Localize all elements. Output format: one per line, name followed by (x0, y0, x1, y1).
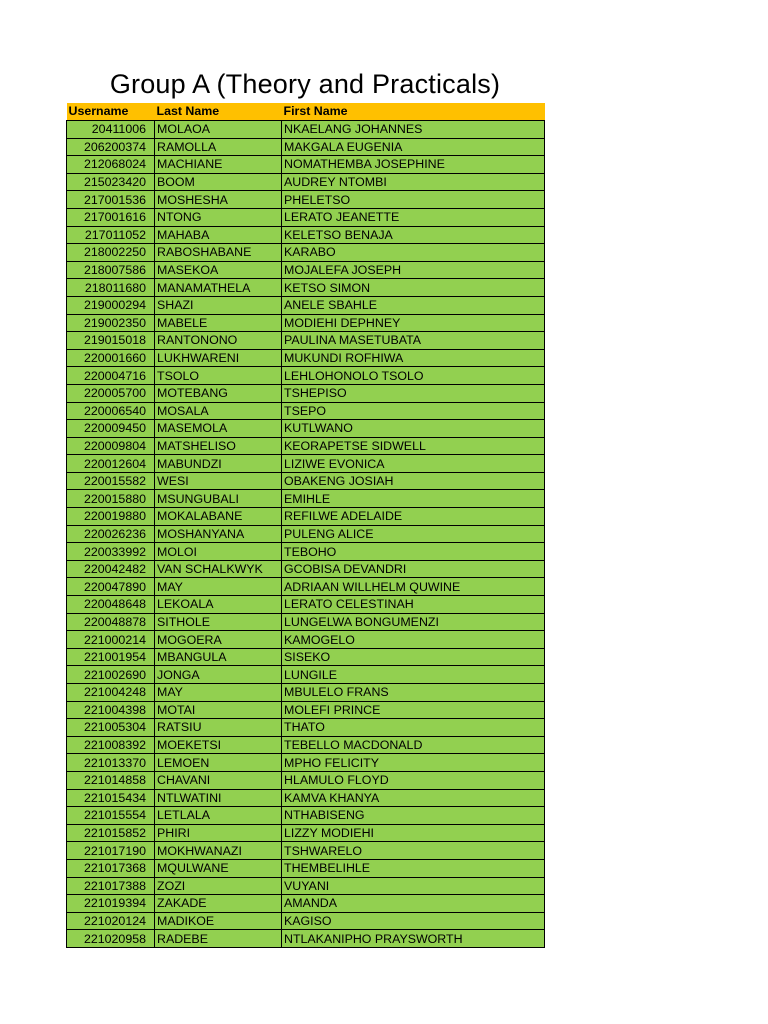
table-row (67, 420, 545, 438)
cell-username: 217001616 (67, 208, 155, 226)
cell-first-name: KETSO SIMON (282, 279, 545, 297)
cell-first-name: THEMBELIHLE (282, 859, 545, 877)
cell-last-name: RATSIU (155, 719, 282, 737)
cell-last-name: ZAKADE (155, 895, 282, 913)
table-row (67, 279, 545, 297)
cell-first-name: MBULELO FRANS (282, 684, 545, 702)
cell-last-name: MOGOERA (155, 631, 282, 649)
cell-username: 220009804 (67, 437, 155, 455)
cell-username: 20411006 (67, 121, 155, 139)
cell-username: 220042482 (67, 560, 155, 578)
cell-first-name: TEBELLO MACDONALD (282, 736, 545, 754)
cell-username: 218011680 (67, 279, 155, 297)
cell-username: 221013370 (67, 754, 155, 772)
cell-last-name: JONGA (155, 666, 282, 684)
cell-first-name: EMIHLE (282, 490, 545, 508)
cell-first-name: TEBOHO (282, 543, 545, 561)
table-row (67, 367, 545, 385)
cell-first-name: LIZZY MODIEHI (282, 824, 545, 842)
cell-username: 221001954 (67, 648, 155, 666)
table-row (67, 173, 545, 191)
table-row (67, 930, 545, 948)
table-row (67, 613, 545, 631)
table-row (67, 859, 545, 877)
cell-first-name: AMANDA (282, 895, 545, 913)
cell-first-name: NKAELANG JOHANNES (282, 121, 545, 139)
cell-username: 220019880 (67, 508, 155, 526)
cell-first-name: TSHWARELO (282, 842, 545, 860)
cell-username: 221002690 (67, 666, 155, 684)
cell-username: 220048648 (67, 596, 155, 614)
cell-first-name: THATO (282, 719, 545, 737)
cell-first-name: KUTLWANO (282, 420, 545, 438)
table-row (67, 754, 545, 772)
cell-first-name: KAGISO (282, 912, 545, 930)
roster-body (67, 121, 545, 948)
cell-last-name: MAY (155, 578, 282, 596)
cell-first-name: LERATO CELESTINAH (282, 596, 545, 614)
cell-username: 221017388 (67, 877, 155, 895)
table-row (67, 244, 545, 262)
cell-last-name: LEMOEN (155, 754, 282, 772)
table-row (67, 525, 545, 543)
cell-username: 221017368 (67, 859, 155, 877)
cell-last-name: BOOM (155, 173, 282, 191)
table-row (67, 226, 545, 244)
cell-last-name: SITHOLE (155, 613, 282, 631)
table-row (67, 490, 545, 508)
cell-last-name: MAY (155, 684, 282, 702)
cell-first-name: KAMOGELO (282, 631, 545, 649)
cell-username: 220009450 (67, 420, 155, 438)
cell-last-name: PHIRI (155, 824, 282, 842)
table-row (67, 842, 545, 860)
cell-username: 220012604 (67, 455, 155, 473)
cell-first-name: HLAMULO FLOYD (282, 771, 545, 789)
table-row (67, 332, 545, 350)
cell-first-name: PHELETSO (282, 191, 545, 209)
table-row (67, 771, 545, 789)
cell-last-name: WESI (155, 472, 282, 490)
cell-first-name: LUNGELWA BONGUMENZI (282, 613, 545, 631)
cell-last-name: MOTAI (155, 701, 282, 719)
header-username: Username (67, 103, 155, 121)
cell-username: 221004398 (67, 701, 155, 719)
cell-first-name: PAULINA MASETUBATA (282, 332, 545, 350)
cell-first-name: MUKUNDI ROFHIWA (282, 349, 545, 367)
cell-last-name: ZOZI (155, 877, 282, 895)
cell-last-name: NTONG (155, 208, 282, 226)
cell-last-name: MSUNGUBALI (155, 490, 282, 508)
cell-last-name: MADIKOE (155, 912, 282, 930)
cell-last-name: MQULWANE (155, 859, 282, 877)
table-row (67, 261, 545, 279)
cell-username: 220015582 (67, 472, 155, 490)
cell-last-name: NTLWATINI (155, 789, 282, 807)
table-row (67, 912, 545, 930)
cell-username: 218007586 (67, 261, 155, 279)
cell-first-name: LEHLOHONOLO TSOLO (282, 367, 545, 385)
table-row (67, 701, 545, 719)
cell-last-name: MBANGULA (155, 648, 282, 666)
table-row (67, 578, 545, 596)
table-row (67, 736, 545, 754)
cell-username: 221019394 (67, 895, 155, 913)
cell-last-name: MOEKETSI (155, 736, 282, 754)
cell-last-name: MOKALABANE (155, 508, 282, 526)
cell-username: 220026236 (67, 525, 155, 543)
cell-username: 221004248 (67, 684, 155, 702)
cell-last-name: MASEMOLA (155, 420, 282, 438)
cell-username: 220006540 (67, 402, 155, 420)
cell-first-name: GCOBISA DEVANDRI (282, 560, 545, 578)
cell-first-name: NTHABISENG (282, 807, 545, 825)
cell-first-name: KELETSO BENAJA (282, 226, 545, 244)
cell-username: 220004716 (67, 367, 155, 385)
cell-last-name: TSOLO (155, 367, 282, 385)
table-row (67, 314, 545, 332)
cell-last-name: MASEKOA (155, 261, 282, 279)
table-row (67, 877, 545, 895)
cell-first-name: TSHEPISO (282, 384, 545, 402)
cell-first-name: KEORAPETSE SIDWELL (282, 437, 545, 455)
cell-first-name: SISEKO (282, 648, 545, 666)
cell-username: 220005700 (67, 384, 155, 402)
table-row (67, 684, 545, 702)
cell-last-name: MOKHWANAZI (155, 842, 282, 860)
table-row (67, 560, 545, 578)
cell-first-name: TSEPO (282, 402, 545, 420)
cell-username: 217011052 (67, 226, 155, 244)
table-row (67, 824, 545, 842)
cell-first-name: AUDREY NTOMBI (282, 173, 545, 191)
cell-last-name: MOLOI (155, 543, 282, 561)
cell-username: 221015852 (67, 824, 155, 842)
cell-first-name: PULENG ALICE (282, 525, 545, 543)
cell-username: 220033992 (67, 543, 155, 561)
cell-last-name: VAN SCHALKWYK (155, 560, 282, 578)
table-row (67, 455, 545, 473)
header-row (67, 103, 545, 121)
table-row (67, 631, 545, 649)
cell-first-name: ANELE SBAHLE (282, 296, 545, 314)
cell-username: 221017190 (67, 842, 155, 860)
cell-first-name: VUYANI (282, 877, 545, 895)
cell-last-name: MATSHELISO (155, 437, 282, 455)
cell-last-name: LETLALA (155, 807, 282, 825)
student-roster-table (66, 103, 545, 948)
table-row (67, 402, 545, 420)
cell-username: 221014858 (67, 771, 155, 789)
cell-username: 219015018 (67, 332, 155, 350)
cell-last-name: MOSHESHA (155, 191, 282, 209)
cell-last-name: MOSALA (155, 402, 282, 420)
page-title: Group A (Theory and Practicals) (109, 69, 501, 99)
cell-username: 215023420 (67, 173, 155, 191)
cell-last-name: CHAVANI (155, 771, 282, 789)
cell-username: 220001660 (67, 349, 155, 367)
table-row (67, 666, 545, 684)
cell-first-name: KAMVA KHANYA (282, 789, 545, 807)
cell-first-name: KARABO (282, 244, 545, 262)
cell-username: 221000214 (67, 631, 155, 649)
cell-last-name: MAHABA (155, 226, 282, 244)
cell-last-name: SHAZI (155, 296, 282, 314)
table-row (67, 719, 545, 737)
table-row (67, 156, 545, 174)
cell-last-name: MACHIANE (155, 156, 282, 174)
cell-last-name: LUKHWARENI (155, 349, 282, 367)
cell-first-name: MPHO FELICITY (282, 754, 545, 772)
cell-last-name: LEKOALA (155, 596, 282, 614)
table-row (67, 296, 545, 314)
cell-username: 206200374 (67, 138, 155, 156)
cell-username: 212068024 (67, 156, 155, 174)
table-row (67, 472, 545, 490)
cell-first-name: MAKGALA EUGENIA (282, 138, 545, 156)
cell-last-name: RABOSHABANE (155, 244, 282, 262)
cell-username: 219000294 (67, 296, 155, 314)
cell-last-name: MABUNDZI (155, 455, 282, 473)
cell-last-name: RAMOLLA (155, 138, 282, 156)
cell-first-name: MOLEFI PRINCE (282, 701, 545, 719)
table-row (67, 208, 545, 226)
cell-username: 219002350 (67, 314, 155, 332)
table-row (67, 596, 545, 614)
cell-username: 217001536 (67, 191, 155, 209)
cell-first-name: LERATO JEANETTE (282, 208, 545, 226)
cell-username: 220015880 (67, 490, 155, 508)
cell-first-name: REFILWE ADELAIDE (282, 508, 545, 526)
table-row (67, 789, 545, 807)
table-row (67, 543, 545, 561)
cell-first-name: MODIEHI DEPHNEY (282, 314, 545, 332)
cell-first-name: NOMATHEMBA JOSEPHINE (282, 156, 545, 174)
cell-first-name: MOJALEFA JOSEPH (282, 261, 545, 279)
table-row (67, 191, 545, 209)
cell-username: 218002250 (67, 244, 155, 262)
table-row (67, 807, 545, 825)
table-row (67, 384, 545, 402)
header-first-name: First Name (282, 103, 545, 121)
cell-last-name: MANAMATHELA (155, 279, 282, 297)
cell-username: 221020124 (67, 912, 155, 930)
cell-username: 220048878 (67, 613, 155, 631)
cell-first-name: LIZIWE EVONICA (282, 455, 545, 473)
cell-first-name: OBAKENG JOSIAH (282, 472, 545, 490)
table-row (67, 121, 545, 139)
cell-username: 221015434 (67, 789, 155, 807)
cell-first-name: LUNGILE (282, 666, 545, 684)
table-row (67, 349, 545, 367)
cell-last-name: RADEBE (155, 930, 282, 948)
cell-first-name: ADRIAAN WILLHELM QUWINE (282, 578, 545, 596)
header-last-name: Last Name (155, 103, 282, 121)
cell-username: 220047890 (67, 578, 155, 596)
table-row (67, 895, 545, 913)
table-row (67, 437, 545, 455)
cell-username: 221008392 (67, 736, 155, 754)
cell-first-name: NTLAKANIPHO PRAYSWORTH (282, 930, 545, 948)
cell-username: 221020958 (67, 930, 155, 948)
cell-last-name: MOTEBANG (155, 384, 282, 402)
cell-last-name: MOLAOA (155, 121, 282, 139)
cell-username: 221015554 (67, 807, 155, 825)
table-row (67, 508, 545, 526)
cell-last-name: MABELE (155, 314, 282, 332)
cell-username: 221005304 (67, 719, 155, 737)
table-row (67, 648, 545, 666)
cell-last-name: RANTONONO (155, 332, 282, 350)
table-row (67, 138, 545, 156)
cell-last-name: MOSHANYANA (155, 525, 282, 543)
